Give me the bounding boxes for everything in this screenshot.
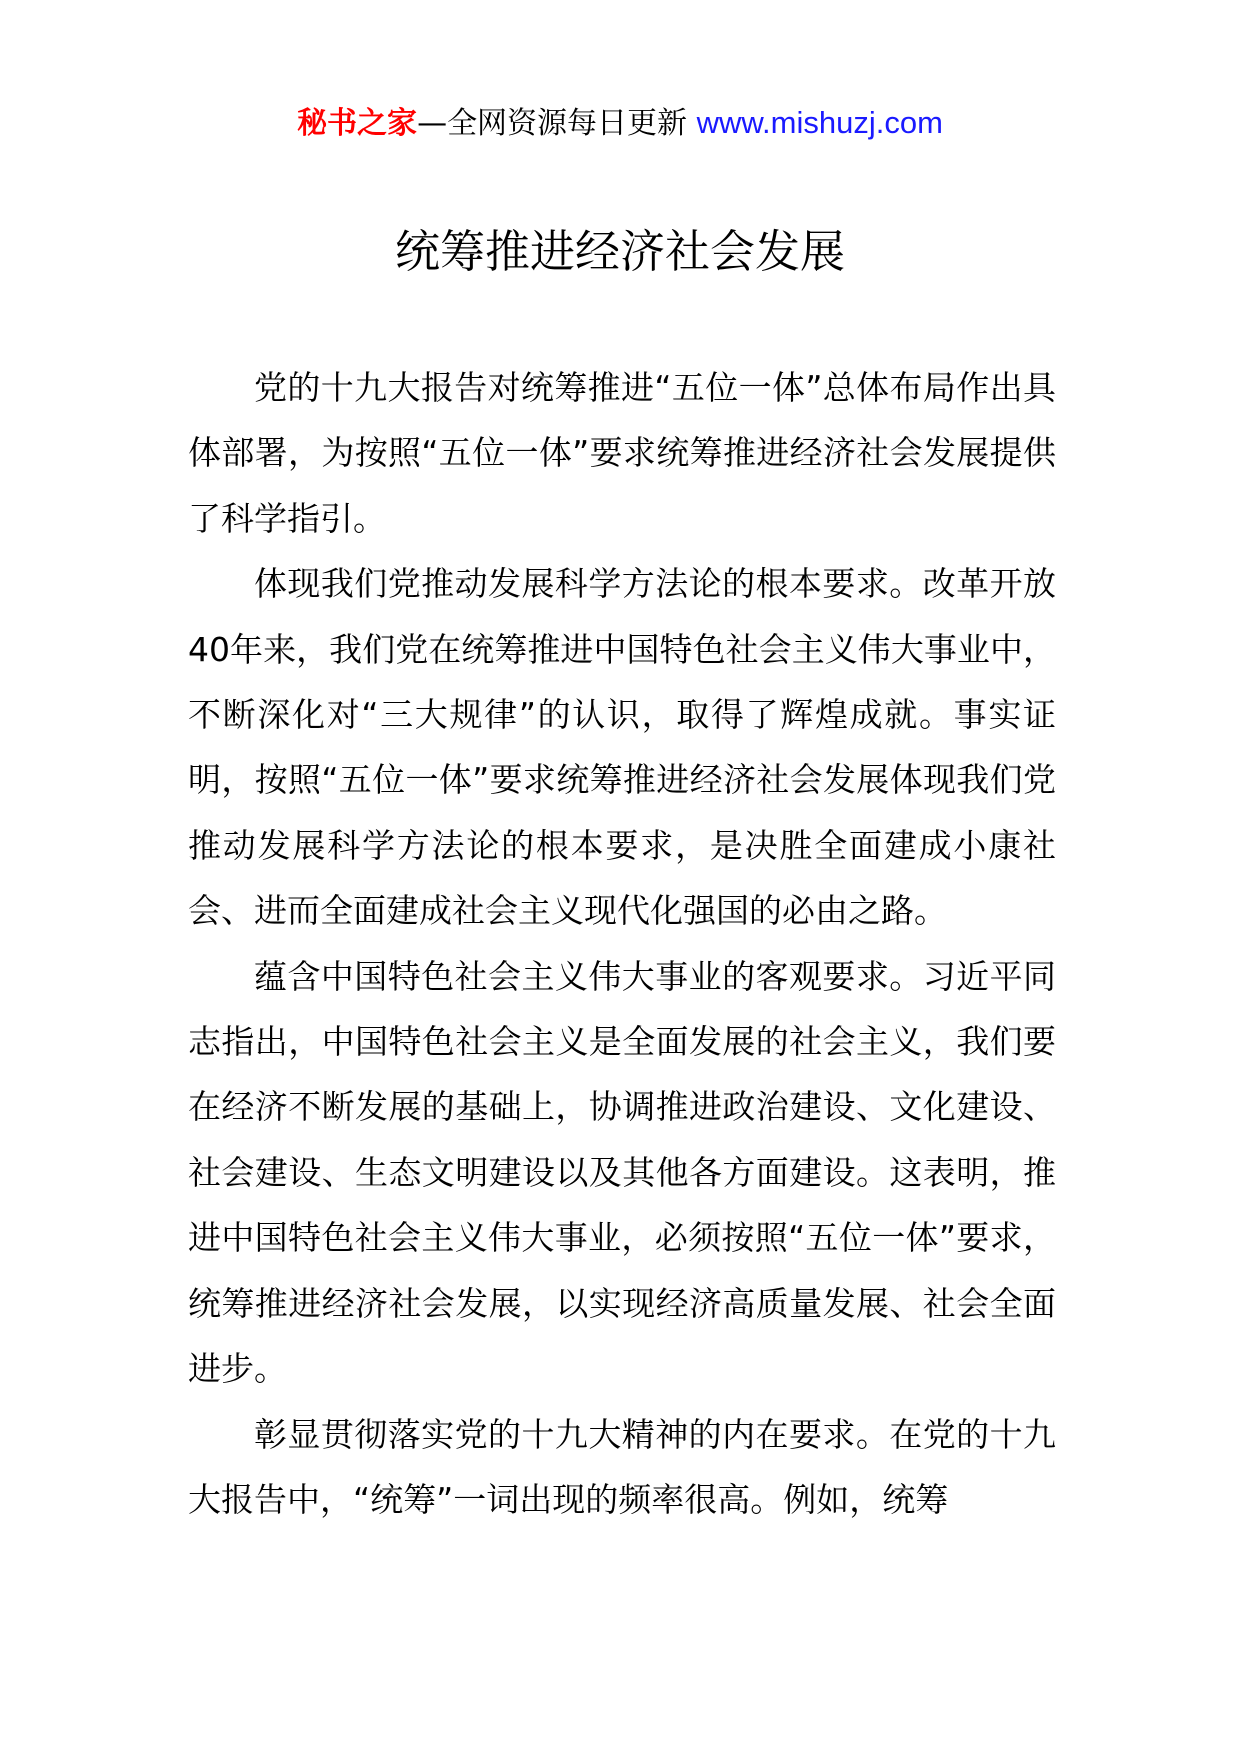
paragraph-objective-requirement: 蕴含中国特色社会主义伟大事业的客观要求。习近平同志指出，中国特色社会主义是全面发展的社会主义，我们要在经济不断发展的基础上，协调推进政治建设、文化建设、社会建设、生态文明建设以及其他各方面建设。这表明，推进中国特色社会主义伟大事业，必须按照“五位一体”要求，统筹推进经济社会发展，以实现经济高质量发展、社会全面进步。: [188, 956, 1056, 1389]
header-tagline: —全网资源每日更新: [417, 106, 688, 141]
site-header: [0, 100, 1240, 147]
document-title: 统筹推进经济社会发展: [394, 225, 845, 278]
paragraph-intro: 党的十九大报告对统筹推进“五位一体”总体布局作出具体部署，为按照“五位一体”要求统筹推进经济社会发展提供了科学指引。: [188, 368, 1056, 538]
brand-name: 秘书之家: [297, 106, 418, 141]
site-url[interactable]: www.mishuzj.com: [696, 105, 943, 140]
document-body: [188, 355, 1056, 1532]
paragraph-methodology: 体现我们党推动发展科学方法论的根本要求。改革开放40年来，我们党在统筹推进中国特色社会主义伟大事业中，不断深化对“三大规律”的认识，取得了辉煌成就。事实证明，按照“五位一体”要求统筹推进经济社会发展体现我们党推动发展科学方法论的根本要求，是决胜全面建成小康社会、进而全面建成社会主义现代化强国的必由之路。: [188, 564, 1056, 931]
paragraph-inner-requirement: 彰显贯彻落实党的十九大精神的内在要求。在党的十九大报告中，“统筹”一词出现的频率很高。例如，统筹: [188, 1414, 1056, 1519]
